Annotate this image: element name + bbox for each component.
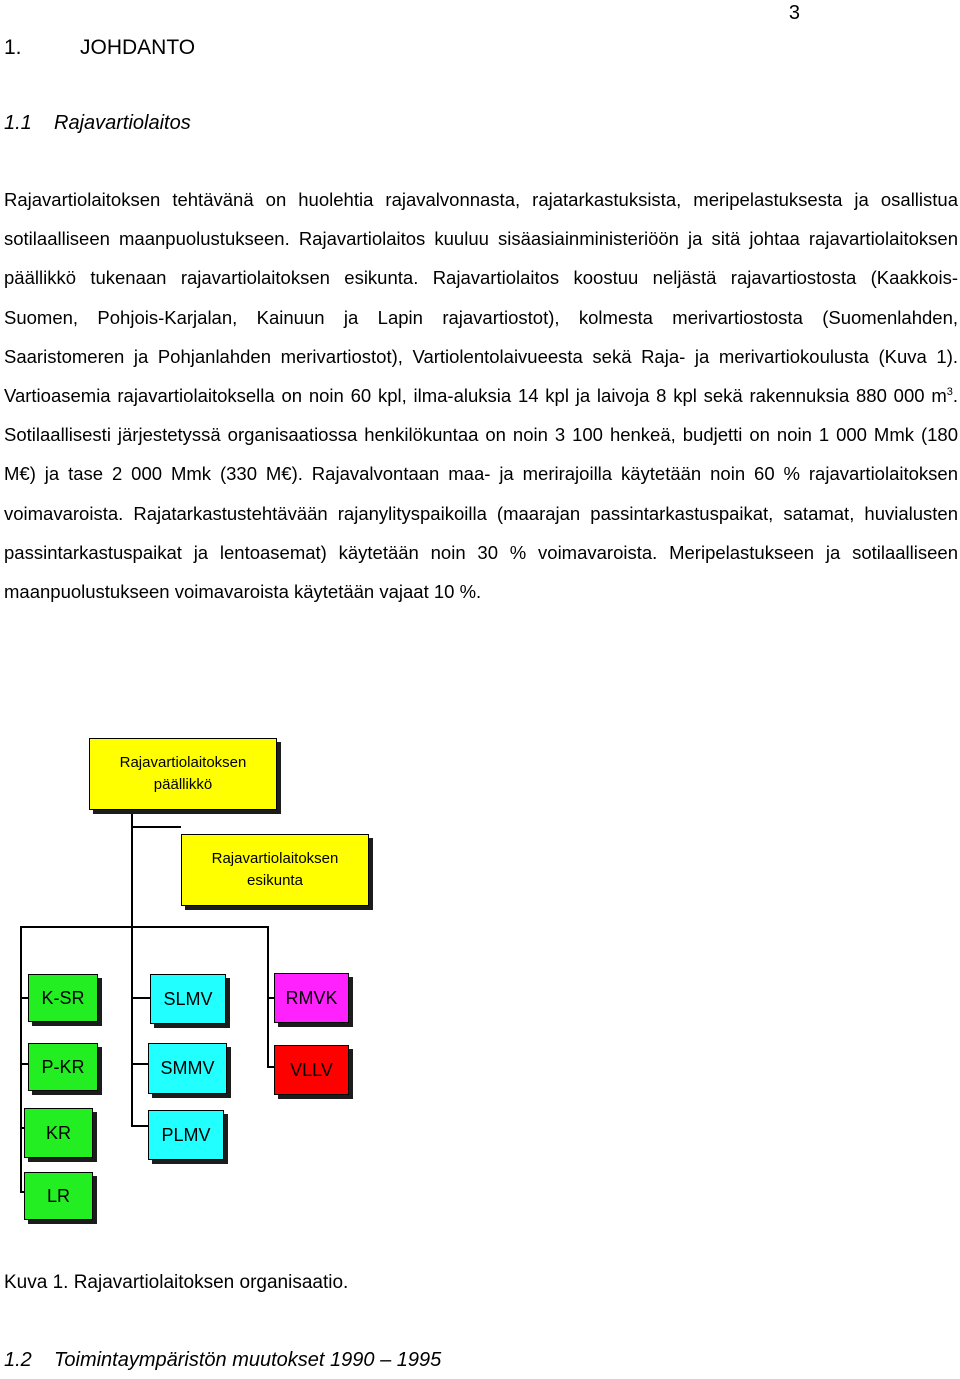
section-number: 1.1	[4, 112, 32, 134]
connector-rv-trunk	[20, 926, 22, 1192]
org-box-unit	[28, 1043, 98, 1091]
org-box-unit-label: SMMV	[160, 1058, 215, 1078]
paragraph-superscript: 3	[946, 386, 953, 399]
org-box-unit-label: P-KR	[41, 1056, 85, 1077]
paragraph-text-after: . Sotilaallisesti järjestetyssä organisaatiossa henkilökuntaa on noin 3 100 henkeä, budjetti on noin 1 000 Mmk (180 M€) ja tase 2 000 Mmk (330 M€). Rajavalvontaan maa- ja merirajoilla käytetään noin 60 % rajavartiolaitoksen voimavaroista. Rajatarkastustehtävään rajanylityspaikoilla (maarajan passintarkastuspaikat, satamat, huvialusten passintarkastuspaikat ja lentoasemat) käytetään noin 30 % voimavaroista. Meripelastukseen ja sotilaalliseen maanpuolustukseen voimavaroista käytetään vajaat 10 %.	[4, 385, 958, 603]
org-box-unit	[24, 1108, 93, 1158]
connector-ksr	[20, 997, 28, 999]
org-box-unit	[148, 1110, 224, 1160]
connector-slmv	[131, 997, 150, 999]
org-box-unit-label: KR	[45, 1122, 71, 1143]
connector-plmv	[131, 1125, 148, 1127]
org-box-unit	[24, 1172, 93, 1220]
chapter-heading	[4, 36, 195, 60]
connector-vllv	[267, 1066, 274, 1068]
figure-caption: Kuva 1. Rajavartiolaitoksen organisaatio.	[4, 1272, 349, 1293]
next-section-heading	[4, 1349, 441, 1372]
org-box-staff	[181, 834, 369, 906]
org-box-unit-label: SLMV	[163, 988, 213, 1009]
org-box-chief-label: Rajavartiolaitoksen päällikkö	[119, 754, 247, 793]
org-box-unit-label: RMVK	[285, 987, 338, 1008]
org-box-unit-label: VLLV	[290, 1059, 333, 1080]
chapter-number: 1.	[4, 36, 22, 59]
org-box-unit-label: PLMV	[161, 1124, 211, 1145]
org-box-unit-label: LR	[46, 1185, 70, 1206]
connector-pkr	[20, 1063, 28, 1065]
page-number: 3	[788, 2, 800, 24]
section-title: Rajavartiolaitos	[54, 112, 191, 134]
org-box-unit	[28, 974, 98, 1022]
org-box-unit	[150, 974, 226, 1024]
connector-rmvk	[267, 997, 274, 999]
org-box-unit-label: K-SR	[41, 987, 85, 1008]
connector-mv-trunk	[131, 926, 133, 1126]
body-paragraph	[4, 180, 958, 611]
org-box-chief	[89, 738, 277, 810]
chapter-title: JOHDANTO	[80, 36, 196, 59]
org-box-staff-label: Rajavartiolaitoksen esikunta	[211, 850, 339, 889]
connector-staff-branch	[131, 826, 181, 828]
org-box-unit	[274, 1045, 349, 1095]
org-box-unit	[274, 973, 349, 1023]
paragraph-text-main: Rajavartiolaitoksen tehtävänä on huolehtia rajavalvonnasta, rajatarkastuksista, meripelastuksesta ja osallistua sotilaalliseen maanpuolustukseen. Rajavartiolaitos kuuluu sisäasiainministeriöön ja sitä johtaa rajavartiolaitoksen päällikkö tukenaan rajavartiolaitoksen esikunta. Rajavartiolaitos koostuu neljästä rajavartiostosta (Kaakkois-Suomen, Pohjois-Karjalan, Kainuun ja Lapin rajavartiostot), kolmesta merivartiostosta (Suomenlahden, Saaristomeren ja Pohjanlahden merivartiostot), Vartiolentolaivueesta sekä Raja- ja merivartiokoulusta (Kuva 1). Vartioasemia rajavartiolaitoksella on noin 60 kpl, ilma-aluksia 14 kpl ja laivoja 8 kpl sekä rakennuksia 880 000 m	[4, 189, 958, 407]
next-section-number: 1.2	[4, 1349, 32, 1371]
next-section-title: Toimintaympäristön muutokset 1990 – 1995	[54, 1349, 442, 1371]
connector-smmv	[131, 1063, 148, 1065]
connector-bus	[20, 926, 269, 928]
section-heading	[4, 112, 191, 135]
org-box-unit	[148, 1043, 227, 1094]
